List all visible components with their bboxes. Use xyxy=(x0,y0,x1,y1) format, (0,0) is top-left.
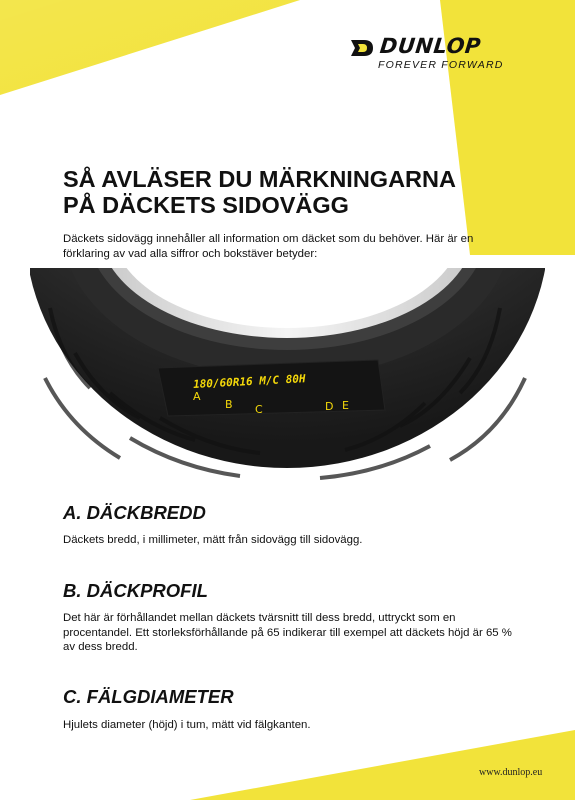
dunlop-logo[interactable] xyxy=(350,34,550,76)
section-a-body: Däckets bredd, i millimeter, mätt från sidovägg till sidovägg. xyxy=(63,534,363,546)
page-title xyxy=(63,166,533,218)
dunlop-flying-d-icon xyxy=(350,38,374,58)
tire-letter-b: B xyxy=(225,398,233,411)
section-a-heading: A. DÄCKBREDD xyxy=(63,502,206,523)
section-c-body: Hjulets diameter (höjd) i tum, mätt vid fälgkanten. xyxy=(63,719,311,731)
title-line-2: PÅ DÄCKETS SIDOVÄGG xyxy=(63,192,349,218)
tire-letter-a: A xyxy=(193,390,201,403)
bottom-yellow-wedge xyxy=(190,730,575,800)
section-b-body: Det här är förhållandet mellan däckets tvärsnitt till dess bredd, uttryckt som en procentandel. Ett storleksförhållande på 65 indikerar till exempel att däckets höjd är 65 % av dess bredd. xyxy=(63,612,512,653)
tire-size-code: 180/60R16 M/C 80H xyxy=(192,372,306,392)
tire-letter-d: D xyxy=(325,400,334,413)
section-b-heading: B. DÄCKPROFIL xyxy=(63,580,208,601)
brand-name: DUNLOP xyxy=(378,34,483,58)
tire-letter-e: E xyxy=(342,399,349,412)
intro-text: Däckets sidovägg innehåller all information om däcket som du behöver. Här är en förklaring av vad alla siffror och bokstäver betyder: xyxy=(63,233,474,260)
tire-letter-c: C xyxy=(255,403,263,416)
website-link[interactable]: www.dunlop.eu xyxy=(479,767,543,778)
title-line-1: SÅ AVLÄSER DU MÄRKNINGARNA xyxy=(63,166,456,192)
brand-tagline: FOREVER FORWARD xyxy=(378,59,504,71)
tire-sidewall-image xyxy=(30,268,545,480)
section-c-heading: C. FÄLGDIAMETER xyxy=(63,686,234,707)
